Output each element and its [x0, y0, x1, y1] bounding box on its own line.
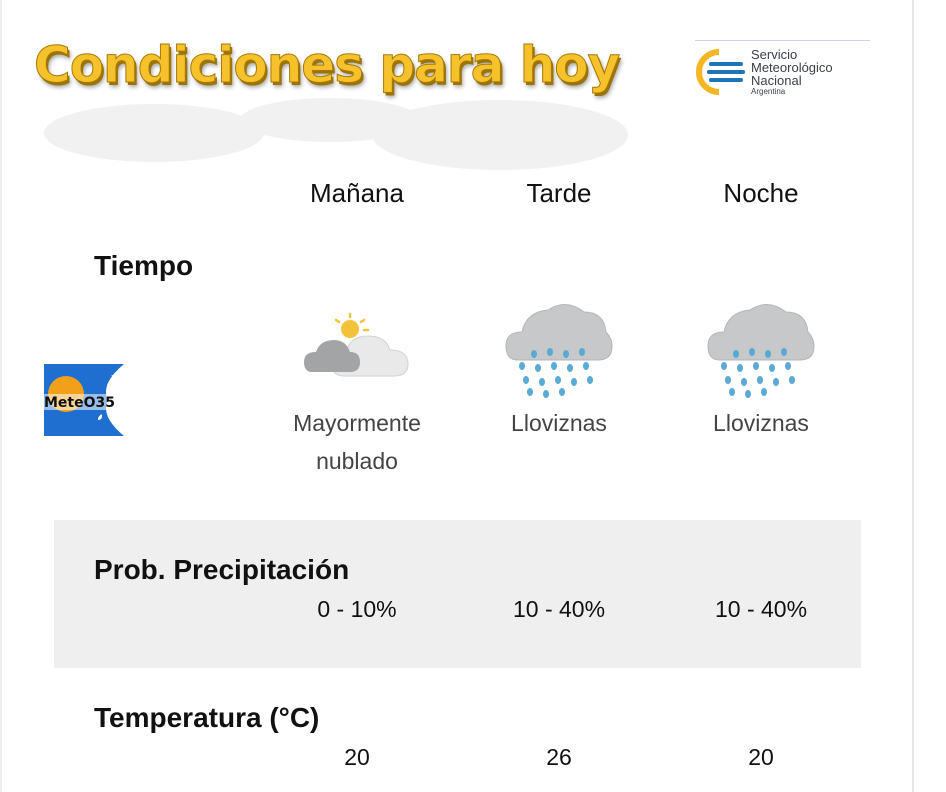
brand-line-1: Servicio — [751, 47, 798, 62]
weather-desc-manana-line2: nublado — [316, 448, 398, 474]
precip-value-noche: 10 - 40% — [714, 596, 808, 622]
weather-desc-manana-line1: Mayormente — [293, 410, 421, 436]
smn-logo-icon — [695, 48, 747, 96]
row-label-weather: Tiempo — [94, 250, 194, 281]
smudge-3 — [372, 100, 628, 170]
row-label-temperature: Temperatura (°C) — [94, 702, 320, 733]
temp-value-noche: 20 — [748, 744, 774, 770]
precip-value-manana: 0 - 10% — [317, 596, 397, 622]
page-title: Condiciones para hoy — [34, 36, 620, 94]
partly-cloudy-icon — [302, 312, 412, 382]
weather-desc-tarde — [459, 404, 659, 442]
brand-rule — [695, 40, 870, 41]
brand-text — [751, 48, 833, 97]
weather-desc-tarde-line1: Lloviznas — [511, 410, 607, 436]
smn-brand — [695, 40, 870, 98]
precipitation-row — [54, 520, 861, 668]
right-border — [912, 0, 914, 792]
temp-value-manana: 20 — [344, 744, 370, 770]
drizzle-icon-tarde — [504, 298, 614, 398]
weather-desc-noche — [661, 404, 861, 442]
row-label-precipitation: Prob. Precipitación — [94, 554, 350, 585]
brand-line-4: Argentina — [751, 87, 786, 96]
precip-value-tarde: 10 - 40% — [512, 596, 606, 622]
smudge-1 — [44, 104, 264, 162]
column-header-manana: Mañana — [310, 178, 404, 208]
weather-desc-manana — [257, 404, 457, 480]
weather-desc-noche-line1: Lloviznas — [713, 410, 809, 436]
brand-line-2: Meteorológico — [751, 60, 833, 75]
meteo35-logo-icon — [38, 364, 134, 436]
column-header-tarde: Tarde — [526, 178, 592, 208]
column-header-noche: Noche — [723, 178, 799, 208]
temp-value-tarde: 26 — [546, 744, 572, 770]
brand-line-3: Nacional — [751, 73, 802, 88]
drizzle-icon-noche — [706, 298, 816, 398]
svg-text:❄: ❄ — [110, 369, 124, 388]
left-border — [0, 0, 2, 792]
meteo35-label: MeteO35 — [44, 395, 115, 411]
